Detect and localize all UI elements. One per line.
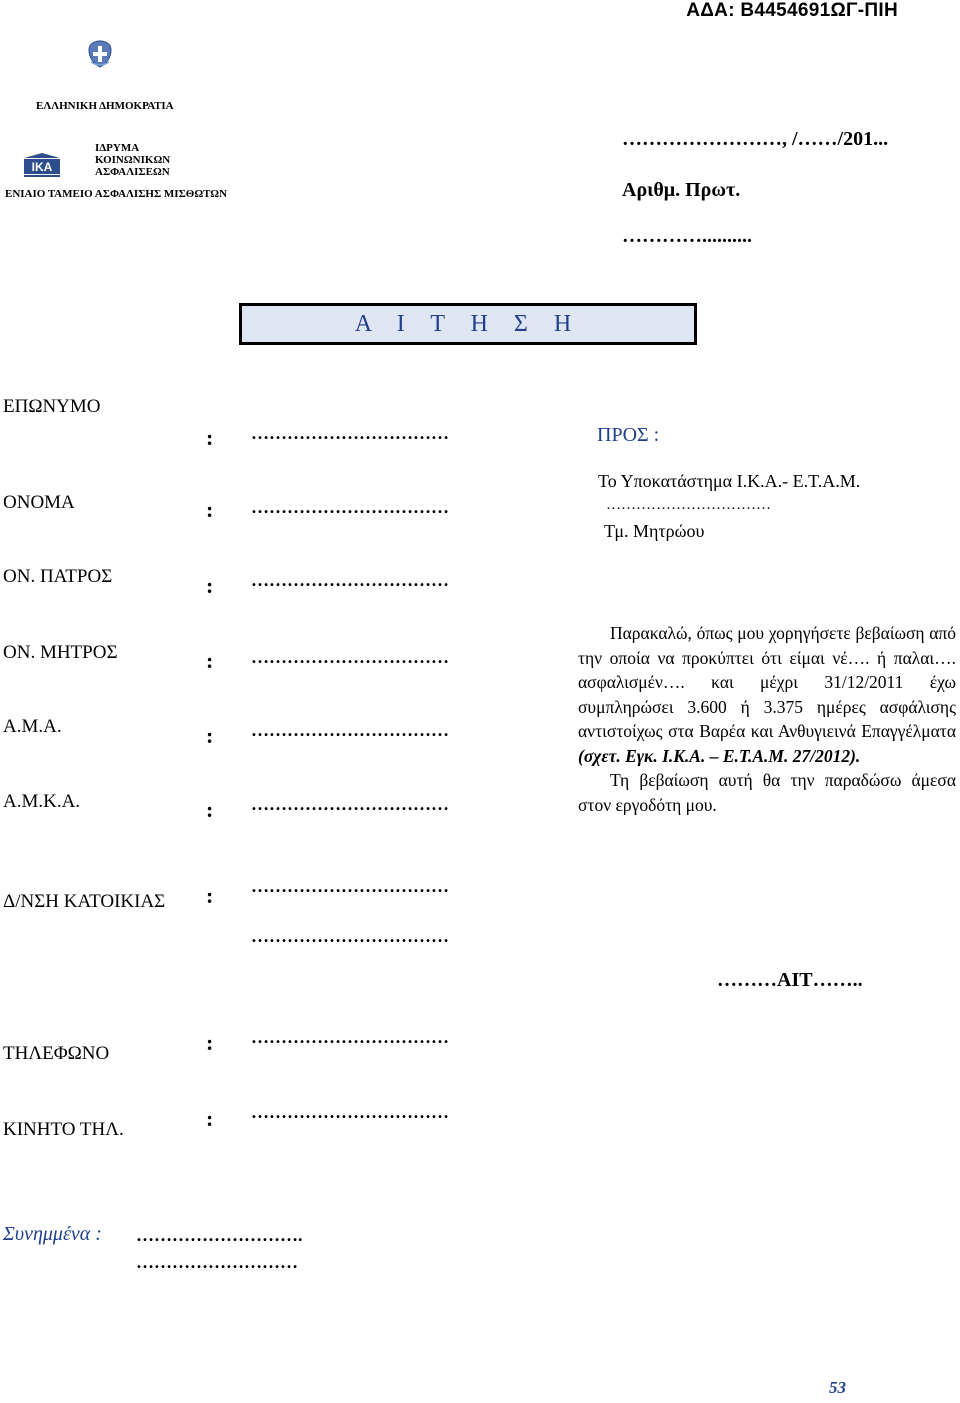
name-field[interactable]: …………………………… xyxy=(251,497,449,517)
org-line-1: ΙΔΡΥΜΑ xyxy=(95,142,140,154)
org-line-2: ΚΟΙΝΩΝΙΚΩΝ xyxy=(95,154,171,166)
field-colon: : xyxy=(206,1106,214,1131)
ada-code: ΑΔΑ: Β4454691ΩΓ-ΠΙΗ xyxy=(686,0,898,21)
field-colon: : xyxy=(206,1030,214,1055)
date-line: ……………………, /……/201... xyxy=(622,128,889,150)
republic-label: ΕΛΛΗΝΙΚΗ ΔΗΜΟΚΡΑΤΙΑ xyxy=(36,100,174,112)
field-label-ama: Α.Μ.Α. xyxy=(3,716,62,737)
to-label: ΠΡΟΣ : xyxy=(597,424,660,446)
protocol-label: Αριθμ. Πρωτ. xyxy=(622,179,741,201)
amka-field[interactable]: …………………………… xyxy=(251,794,449,814)
ika-logo xyxy=(22,152,62,178)
attachment-field-2[interactable]: ……………………… xyxy=(136,1252,298,1272)
recipient-branch-dots: …………………………… xyxy=(606,497,771,513)
protocol-number: ………….......... xyxy=(622,225,752,247)
field-label-address: Δ/ΝΣΗ ΚΑΤΟΙΚΙΑΣ xyxy=(3,891,166,912)
address-field-line-1[interactable]: …………………………… xyxy=(251,876,449,896)
svg-text:ΙΚΑ: ΙΚΑ xyxy=(31,160,53,174)
attachments-label: Συνημμένα : xyxy=(3,1223,102,1245)
fund-label: ΕΝΙΑΙΟ ΤΑΜΕΙΟ ΑΣΦΑΛΙΣΗΣ ΜΙΣΘΩΤΩΝ xyxy=(5,188,228,200)
title-box xyxy=(239,303,697,345)
recipient-branch: Το Υποκατάστημα Ι.Κ.Α.- Ε.Τ.Α.Μ. xyxy=(598,471,861,491)
field-label-name: ΟΝΟΜΑ xyxy=(3,492,75,513)
field-colon: : xyxy=(206,425,214,450)
field-colon: : xyxy=(206,573,214,598)
recipient-department: Τμ. Μητρώου xyxy=(604,521,705,541)
attachment-field-1[interactable]: ………………………. xyxy=(136,1225,303,1245)
field-label-father-name: ΟΝ. ΠΑΤΡΟΣ xyxy=(3,566,113,587)
field-colon: : xyxy=(206,723,214,748)
page-number: 53 xyxy=(829,1378,846,1397)
field-label-mobile: ΚΙΝΗΤΟ ΤΗΛ. xyxy=(3,1119,124,1140)
phone-field[interactable]: …………………………… xyxy=(251,1027,449,1047)
field-label-amka: Α.Μ.Κ.Α. xyxy=(3,791,81,812)
address-field-line-2[interactable]: …………………………… xyxy=(251,926,449,946)
request-body: Παρακαλώ, όπως μου χορηγήσετε βεβαίωση από την οποία να προκύπτει ότι είμαι νέ…. ή παλαι…. ασφαλισμέν…. και μέχρι 31/12/2011 έχω συμπληρώσει 3.600 ή 3.375 ημέρες ασφάλισης αντιστοίχως στα Βαρέα και Ανθυγιεινά Επαγγέλματα xyxy=(578,623,956,741)
request-closing: Τη βεβαίωση αυτή θα την παραδώσω άμεσα στον εργοδότη μου. xyxy=(578,770,956,815)
ama-field[interactable]: …………………………… xyxy=(251,720,449,740)
mobile-field[interactable]: …………………………… xyxy=(251,1102,449,1122)
field-colon: : xyxy=(206,797,214,822)
request-reference: (σχετ. Εγκ. Ι.Κ.Α. – Ε.Τ.Α.Μ. 27/2012). xyxy=(578,745,861,766)
greek-coat-of-arms-icon xyxy=(87,40,113,68)
field-colon: : xyxy=(206,648,214,673)
request-text xyxy=(578,621,956,817)
father-name-field[interactable]: …………………………… xyxy=(251,570,449,590)
field-label-mother-name: ΟΝ. ΜΗΤΡΟΣ xyxy=(3,642,118,663)
org-line-3: ΑΣΦΑΛΙΣΕΩΝ xyxy=(95,166,170,178)
surname-field[interactable]: …………………………… xyxy=(251,423,449,443)
field-label-phone: ΤΗΛΕΦΩΝΟ xyxy=(3,1043,110,1064)
field-label-surname: ΕΠΩΝΥΜΟ xyxy=(3,396,101,417)
mother-name-field[interactable]: …………………………… xyxy=(251,647,449,667)
field-colon: : xyxy=(206,883,214,908)
signature-line[interactable]: ………ΑΙΤ…….. xyxy=(717,969,863,991)
field-colon: : xyxy=(206,497,214,522)
page-title: Α Ι Τ Η Σ Η xyxy=(354,310,582,337)
